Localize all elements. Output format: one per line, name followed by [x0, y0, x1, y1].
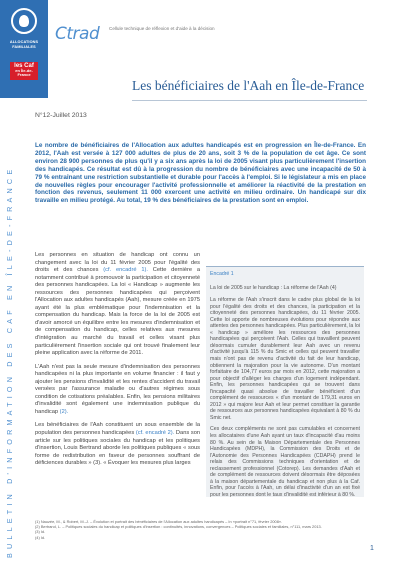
page-number: 1 — [370, 545, 374, 552]
sidebar-box-encadre-1 — [206, 266, 364, 497]
footnote: (3) Id. — [35, 529, 46, 535]
caf-logo — [0, 0, 48, 98]
footnote: (4) Id. — [35, 534, 46, 540]
issue-number: N°12-Juillet 2013 — [35, 112, 87, 119]
body-paragraph: Les personnes en situation de handicap ont connu un changement avec la loi du 11 février 2005 pour l'égalité des droits et des chances (cf. encadré 1). Cette dernière a notamment contribué à promouvoir la participation et citoyenneté des personnes handicapées. La loi « Handicap » augmente les ressources des personnes handicapées qui perçoivent l'Allocation aux adultes handicapés (Aah), mesure créée en 1975 ayant été la plus emblématique pour l'indemnisation et la compensation du handicap. Mais la force de la loi de 2005 est d'avoir amorcé un équilibre entre les mesures d'indemnisation et de compensation du handicap, celles relatives aux mesures d'intégration au marché du travail et celles visant plus particulièrement l'insertion sociale qui ont trouvé finalement leur pleine application avec la réforme de 2011. — [35, 252, 201, 357]
article-body — [35, 252, 200, 474]
footnote: (2) Bertrand, L. – Politiques sociales du handicap et politiques d'insertion : continuités, innovations, convergences – Politiques sociales et familiales, n°111, mars 2013. — [35, 524, 322, 530]
encadre-paragraph: Ces deux compléments ne sont pas cumulables et concernent les allocataires d'une Aah ayant un taux d'incapacité d'au moins 80 %. Au sein de la Maison Départementale des Personnes Handicapées (MDPH), la Commission des Droits et de l'Autonomie des Personnes Handicapées (CDAPH) prend le relais des Commissions techniques d'orientation et de reclassement professionnel (Cotorep). Les demandes d'Aah et de complément de ressources doivent désormais être déposées à la maison départementale du handicap et non plus à la Caf. Enfin, pour l'accès à l'Aah, un délai d'inactivité d'un an est fixé pour les personnes dont le taux d'invalidité est inférieur à 80 %. — [210, 426, 360, 498]
encadre-subtitle: La loi de 2005 sur le handicap : La réforme de l'Aah (4) — [210, 284, 337, 291]
logo-brand-badge: les Caf en Île-de-France — [10, 62, 38, 80]
caf-emblem-icon — [11, 8, 37, 34]
footnotes — [35, 519, 365, 540]
logo-org-name: ALLOCATIONS FAMILIALES — [9, 40, 39, 49]
ctrad-brand: Ctrad — [55, 24, 100, 44]
body-paragraph: Les bénéficiaires de l'Aah constituent un sous ensemble de la population des personnes handicapées (cf. encadré 2). Dans son article sur les politiques sociales du handicap et les politiques d'insertion, Louis Bertrand aborde les politiques publiques « sous forme de redistribution en faveur de personnes souffrant de déficiences durables » (3). « Évoquer les mesures plus larges — [35, 422, 201, 467]
bulletin-vertical-title: BULLETIN D'INFORMATION DES CAF EN ÎLE-DE-FRANCE — [5, 165, 14, 558]
body-paragraph: L'Aah n'est pas la seule mesure d'indemnisation des personnes handicapées ni la plus importante en volume financier : il faut y ajouter les pensions d'invalidité et les rentes d'accident du travail versées par l'assurance maladie ou d'autres régimes sous condition de cotisations préalables. Enfin, les pensions militaires d'invalidité sont également une indemnisation publique du handicap (2). — [35, 363, 200, 415]
title-divider — [132, 100, 367, 101]
encadre-paragraph: La réforme de l'Aah s'inscrit dans le cadre plus global de la loi pour l'égalité des droits et des chances, la participation et la citoyenneté des personnes handicapées, du 11 février 2005. Cette loi apporte de nombreuses évolutions pour répondre aux attentes des personnes handicapées. Plus particulièrement, la loi « handicap » améliore les ressources des personnes handicapées qui perçoivent l'Aah. Celles qui travaillent peuvent désormais cumuler durablement leur Aah avec un revenu d'activité jusqu'à 115 % du Smic et celles qui peuvent travailler mais n'ont pas de revenu d'activité du fait de leur handicap, obtiennent la majoration pour la vie autonome. D'un montant forfaitaire de 104,77 euros par mois en 2012, cette majoration a pour objectif d'alléger les charges d'un logement indépendant. Enfin, les personnes handicapées qui se trouvent dans l'incapacité quasi absolue de travailler bénéficient d'un complément de ressources « d'un montant de 179,31 euros en 2012 » qui majore leur Aah et leur permet constituer la garantie de ressources aux personnes handicapées équivalant à 80 % du Smic net. — [210, 297, 360, 421]
ctrad-tagline: Cellule technique de réflexion et d'aide à la décision — [109, 26, 215, 31]
article-intro: Le nombre de bénéficiaires de l'Allocation aux adultes handicapés est en progression en Île-de-France. En 2012, l'Aah est versée à 127 000 adultes de plus de 20 ans, soit 3 % de la population de cet âge. Ce sont environ 28 900 personnes de plus qu'il y a six ans après la loi de 2005 visant plus particulièrement l'insertion des handicapés. Ce résultat est dû à la progression du nombre de bénéficiaires avec une incapacité de 50 à 79 % entraînant une restriction substantielle et durable pour l'accès à l'emploi. Si le législateur a mis en place de nouvelles règles pour encourager l'activité professionnelle et améliorer la réactivité de la prestation en fonction des revenus, seulement 11 000 exercent une activité en milieu ordinaire. Un handicapé sur dix travaille en milieu protégé. Au total, 19 % des bénéficiaires de la prestation sont en emploi. — [35, 142, 366, 205]
reference-link[interactable]: (2). — [59, 408, 69, 415]
footnote: (1) Nauzée, M., & Robert, M.-J. – Évolution et portrait des bénéficiaires de l'Allocation aux adultes handicapés – In «portrait n°71, février 2008». — [35, 519, 283, 524]
article-title: Les bénéficiaires de l'Aah en Île-de-France — [132, 78, 365, 93]
reference-link[interactable]: (cf. encadré 1). — [103, 267, 148, 274]
encadre-title: Encadré 1 — [210, 271, 234, 277]
reference-link[interactable]: (cf. encadré 2). — [135, 430, 175, 437]
